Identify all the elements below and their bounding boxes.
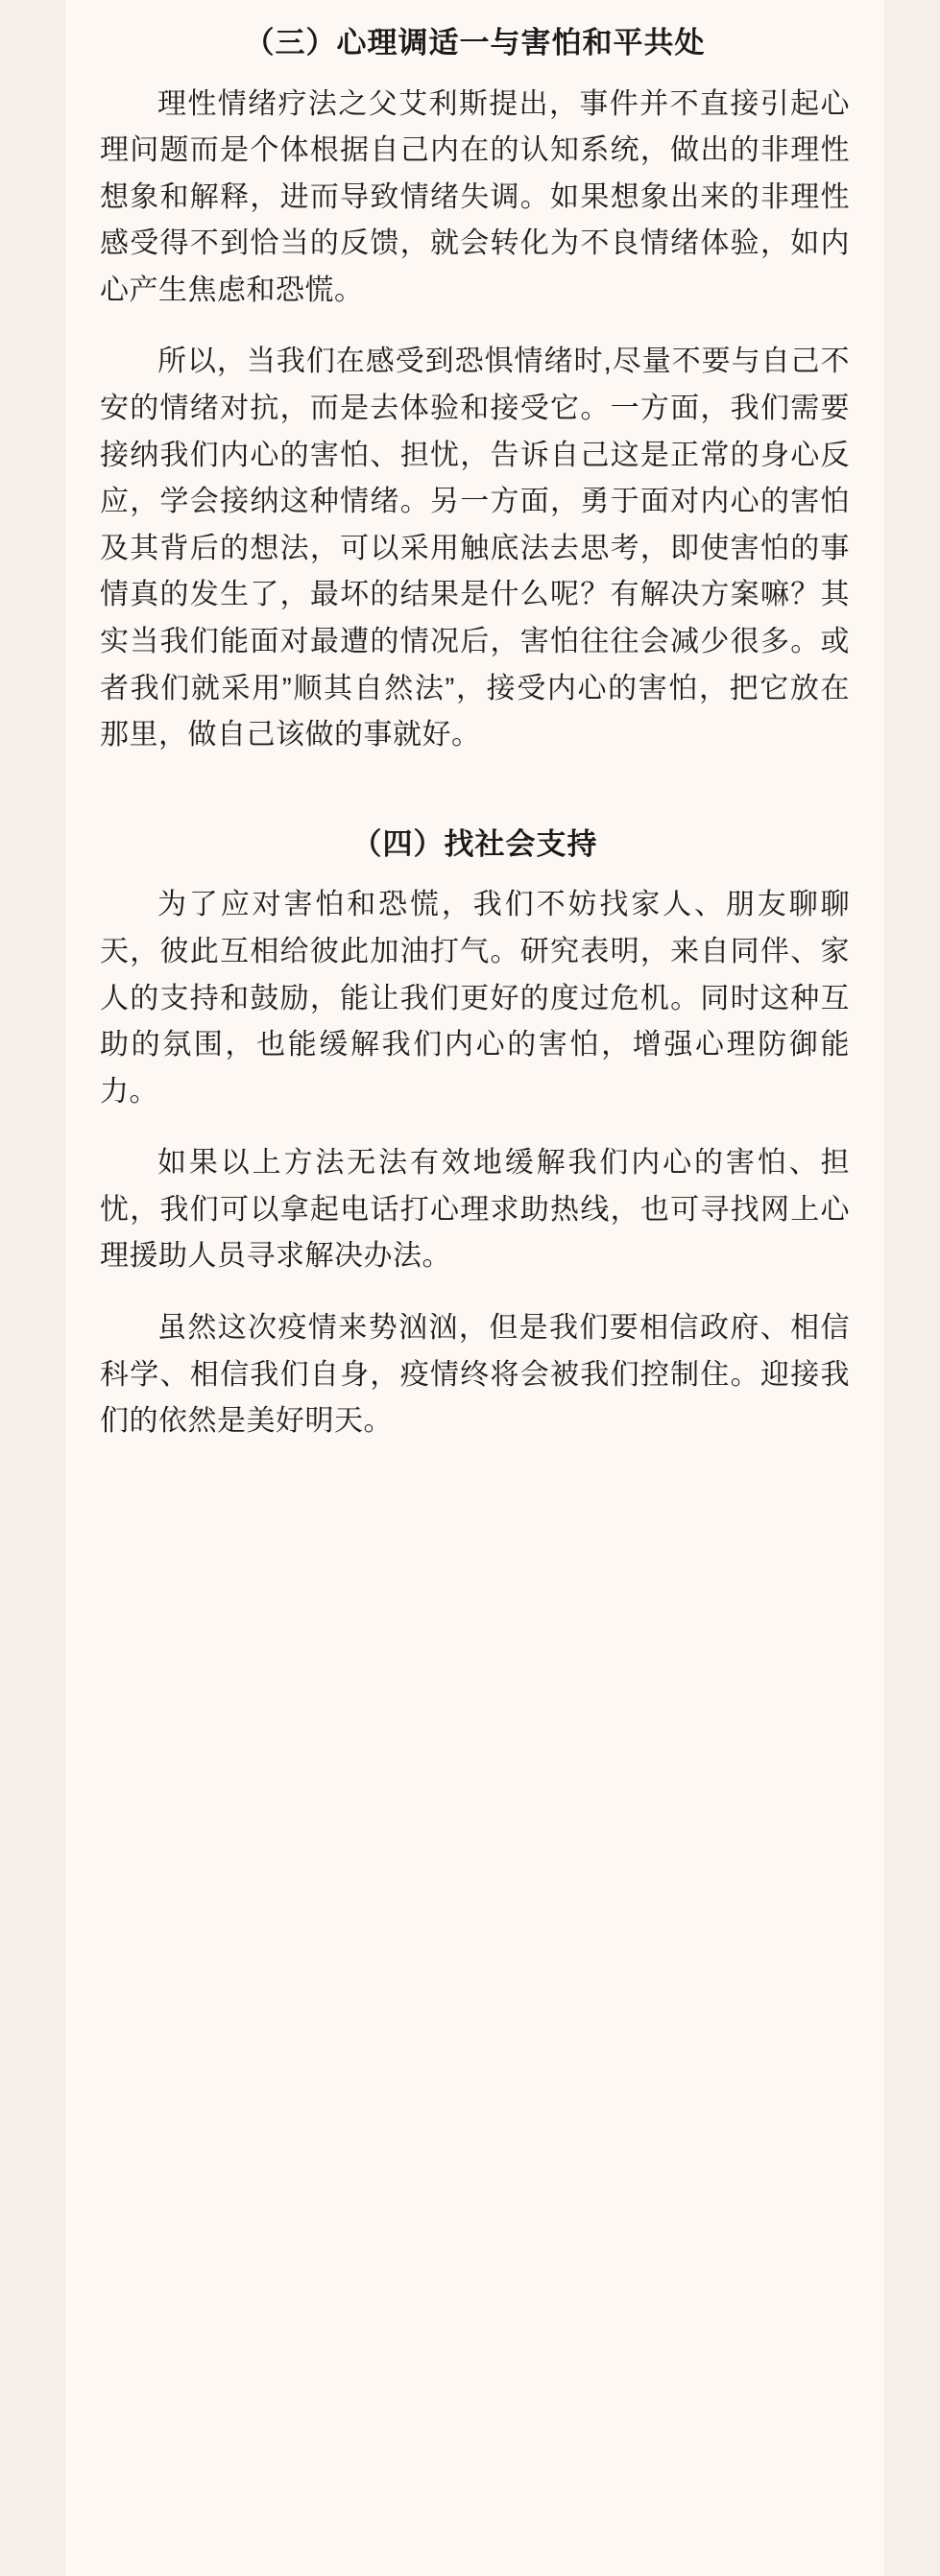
paragraph: 为了应对害怕和恐慌，我们不妨找家人、朋友聊聊天，彼此互相给彼此加油打气。研究表明，来自同伴、家人的支持和鼓励，能让我们更好的度过危机。同时这种互助的氛围，也能缓解我们内心的害怕，增强心理防御能力。 — [100, 889, 850, 1108]
paragraph: 所以，当我们在感受到恐惧情绪时,尽量不要与自己不安的情绪对抗，而是去体验和接受它。一方面，我们需要接纳我们内心的害怕、担忧，告诉自己这是正常的身心反应，学会接纳这种情绪。另一方面，勇于面对内心的害怕及其背后的想法，可以采用触底法去思考，即使害怕的事情真的发生了，最坏的结果是什么呢？有解决方案嘛？其实当我们能面对最遭的情况后，害怕往往会减少很多。或者我们就采用”顺其自然法”，接受内心的害怕，把它放在那里，做自己该做的事就好。 — [100, 346, 850, 751]
section-heading-4: （四）找社会支持 — [351, 826, 598, 861]
paragraph: 理性情绪疗法之父艾利斯提出，事件并不直接引起心理问题而是个体根据自己内在的认知系统，做出的非理性想象和解释，进而导致情绪失调。如果想象出来的非理性感受得不到恰当的反馈，就会转化为不良情绪体验，如内心产生焦虑和恐慌。 — [100, 87, 850, 306]
paragraph: 如果以上方法无法有效地缓解我们内心的害怕、担忧，我们可以拿起电话打心理求助热线，也可寻找网上心理援助人员寻求解决办法。 — [100, 1147, 850, 1273]
section-heading-3: （三）心理调适一与害怕和平共处 — [244, 26, 706, 60]
article-content — [65, 0, 884, 2576]
paragraph: 虽然这次疫情来势汹汹，但是我们要相信政府、相信科学、相信我们自身，疫情终将会被我们控制住。迎接我们的依然是美好明天。 — [100, 1312, 850, 1438]
